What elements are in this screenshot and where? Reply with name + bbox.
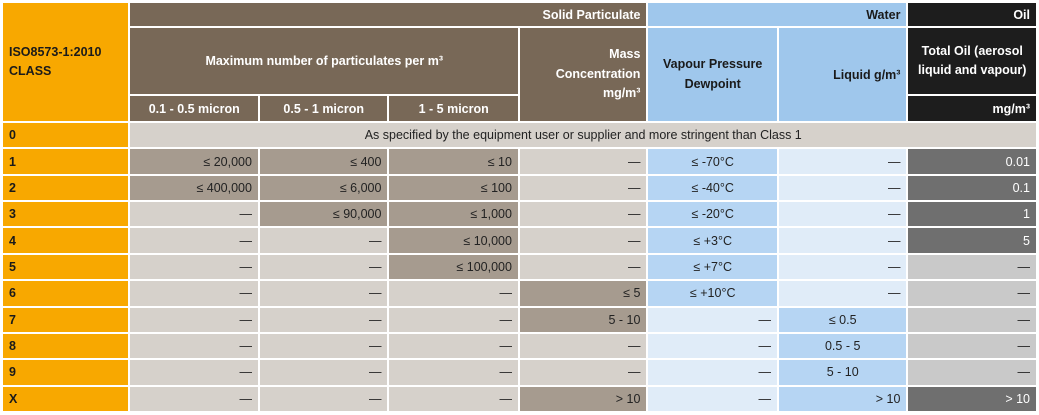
oil-unit-header: mg/m³	[908, 96, 1036, 121]
total-oil-cell: > 10	[908, 387, 1036, 411]
table-row	[3, 387, 1036, 411]
particulate-05-1-cell: ≤ 90,000	[260, 202, 387, 226]
particulate-01-05-cell: —	[130, 334, 257, 358]
total-oil-cell: —	[908, 308, 1036, 332]
mass-concentration-cell: —	[520, 228, 647, 252]
water-header: Water	[648, 3, 906, 26]
particulate-05-1-cell: —	[260, 255, 387, 279]
liquid-cell: —	[779, 176, 907, 200]
vapour-dewpoint-cell: —	[648, 360, 777, 384]
total-oil-cell: —	[908, 334, 1036, 358]
solid-particulate-header: Solid Particulate	[130, 3, 646, 26]
particulate-05-1-cell: —	[260, 228, 387, 252]
particulate-1-5-cell: —	[389, 387, 518, 411]
table-row	[3, 281, 1036, 305]
mass-concentration-cell: —	[520, 176, 647, 200]
table-row	[3, 308, 1036, 332]
class-cell: 5	[3, 255, 128, 279]
vapour-dewpoint-cell: —	[648, 387, 777, 411]
table-row	[3, 334, 1036, 358]
class-cell: 3	[3, 202, 128, 226]
total-oil-cell: 0.1	[908, 176, 1036, 200]
particulate-1-5-cell: ≤ 100	[389, 176, 518, 200]
vapour-dewpoint-cell: ≤ +3°C	[648, 228, 777, 252]
particulate-05-1-cell: —	[260, 334, 387, 358]
size-header-1: 0.5 - 1 micron	[260, 96, 387, 121]
mass-concentration-cell: —	[520, 149, 647, 173]
class-cell: 9	[3, 360, 128, 384]
particulate-01-05-cell: —	[130, 255, 257, 279]
particulate-1-5-cell: —	[389, 360, 518, 384]
size-header-2: 1 - 5 micron	[389, 96, 518, 121]
mass-concentration-cell: —	[520, 360, 647, 384]
particulate-01-05-cell: ≤ 400,000	[130, 176, 257, 200]
table-row	[3, 176, 1036, 200]
particulate-05-1-cell: —	[260, 387, 387, 411]
particulate-01-05-cell: ≤ 20,000	[130, 149, 257, 173]
total-oil-cell: —	[908, 281, 1036, 305]
particulate-01-05-cell: —	[130, 360, 257, 384]
class-cell: 7	[3, 308, 128, 332]
table-row-class-0	[3, 123, 1036, 147]
particulate-01-05-cell: —	[130, 228, 257, 252]
particulate-05-1-cell: —	[260, 281, 387, 305]
table-row	[3, 202, 1036, 226]
mass-concentration-cell: 5 - 10	[520, 308, 647, 332]
table-row	[3, 255, 1036, 279]
liquid-header: Liquid g/m³	[779, 28, 907, 121]
particulate-1-5-cell: ≤ 100,000	[389, 255, 518, 279]
particulate-05-1-cell: ≤ 400	[260, 149, 387, 173]
vapour-pressure-dewpoint-header: Vapour Pressure Dewpoint	[648, 28, 777, 121]
class-cell: 1	[3, 149, 128, 173]
liquid-cell: ≤ 0.5	[779, 308, 907, 332]
size-header-0: 0.1 - 0.5 micron	[130, 96, 257, 121]
liquid-cell: 0.5 - 5	[779, 334, 907, 358]
mass-concentration-cell: > 10	[520, 387, 647, 411]
particulate-1-5-cell: ≤ 10,000	[389, 228, 518, 252]
liquid-cell: —	[779, 255, 907, 279]
vapour-dewpoint-cell: ≤ -70°C	[648, 149, 777, 173]
total-oil-header: Total Oil (aerosol liquid and vapour)	[908, 28, 1036, 94]
liquid-cell: —	[779, 281, 907, 305]
total-oil-cell: 0.01	[908, 149, 1036, 173]
liquid-cell: —	[779, 228, 907, 252]
class-cell: 8	[3, 334, 128, 358]
mass-concentration-cell: ≤ 5	[520, 281, 647, 305]
particulate-01-05-cell: —	[130, 308, 257, 332]
oil-header: Oil	[908, 3, 1036, 26]
mass-concentration-cell: —	[520, 334, 647, 358]
vapour-dewpoint-cell: —	[648, 334, 777, 358]
particulate-1-5-cell: —	[389, 334, 518, 358]
iso-air-quality-table	[1, 1, 1038, 413]
class-cell: X	[3, 387, 128, 411]
particulate-01-05-cell: —	[130, 387, 257, 411]
vapour-dewpoint-cell: ≤ -40°C	[648, 176, 777, 200]
table-row	[3, 228, 1036, 252]
particulate-05-1-cell: —	[260, 308, 387, 332]
mass-concentration-cell: —	[520, 202, 647, 226]
liquid-cell: 5 - 10	[779, 360, 907, 384]
vapour-dewpoint-cell: ≤ +10°C	[648, 281, 777, 305]
particulate-1-5-cell: —	[389, 281, 518, 305]
class-header: ISO8573-1:2010 CLASS	[3, 3, 128, 121]
total-oil-cell: 5	[908, 228, 1036, 252]
particulate-01-05-cell: —	[130, 202, 257, 226]
particulate-1-5-cell: ≤ 1,000	[389, 202, 518, 226]
particulate-1-5-cell: ≤ 10	[389, 149, 518, 173]
class-cell: 4	[3, 228, 128, 252]
particulate-05-1-cell: —	[260, 360, 387, 384]
table-row	[3, 149, 1036, 173]
vapour-dewpoint-cell: ≤ -20°C	[648, 202, 777, 226]
particulate-01-05-cell: —	[130, 281, 257, 305]
class-0-description: As specified by the equipment user or supplier and more stringent than Class 1	[130, 123, 1036, 147]
vapour-dewpoint-cell: —	[648, 308, 777, 332]
total-oil-cell: —	[908, 255, 1036, 279]
liquid-cell: —	[779, 202, 907, 226]
mass-concentration-header: Mass Concentration mg/m³	[520, 28, 647, 121]
class-cell: 0	[3, 123, 128, 147]
class-cell: 2	[3, 176, 128, 200]
table-row	[3, 360, 1036, 384]
class-cell: 6	[3, 281, 128, 305]
mass-concentration-cell: —	[520, 255, 647, 279]
max-particulates-header: Maximum number of particulates per m³	[130, 28, 517, 94]
total-oil-cell: 1	[908, 202, 1036, 226]
liquid-cell: —	[779, 149, 907, 173]
total-oil-cell: —	[908, 360, 1036, 384]
particulate-1-5-cell: —	[389, 308, 518, 332]
liquid-cell: > 10	[779, 387, 907, 411]
particulate-05-1-cell: ≤ 6,000	[260, 176, 387, 200]
vapour-dewpoint-cell: ≤ +7°C	[648, 255, 777, 279]
